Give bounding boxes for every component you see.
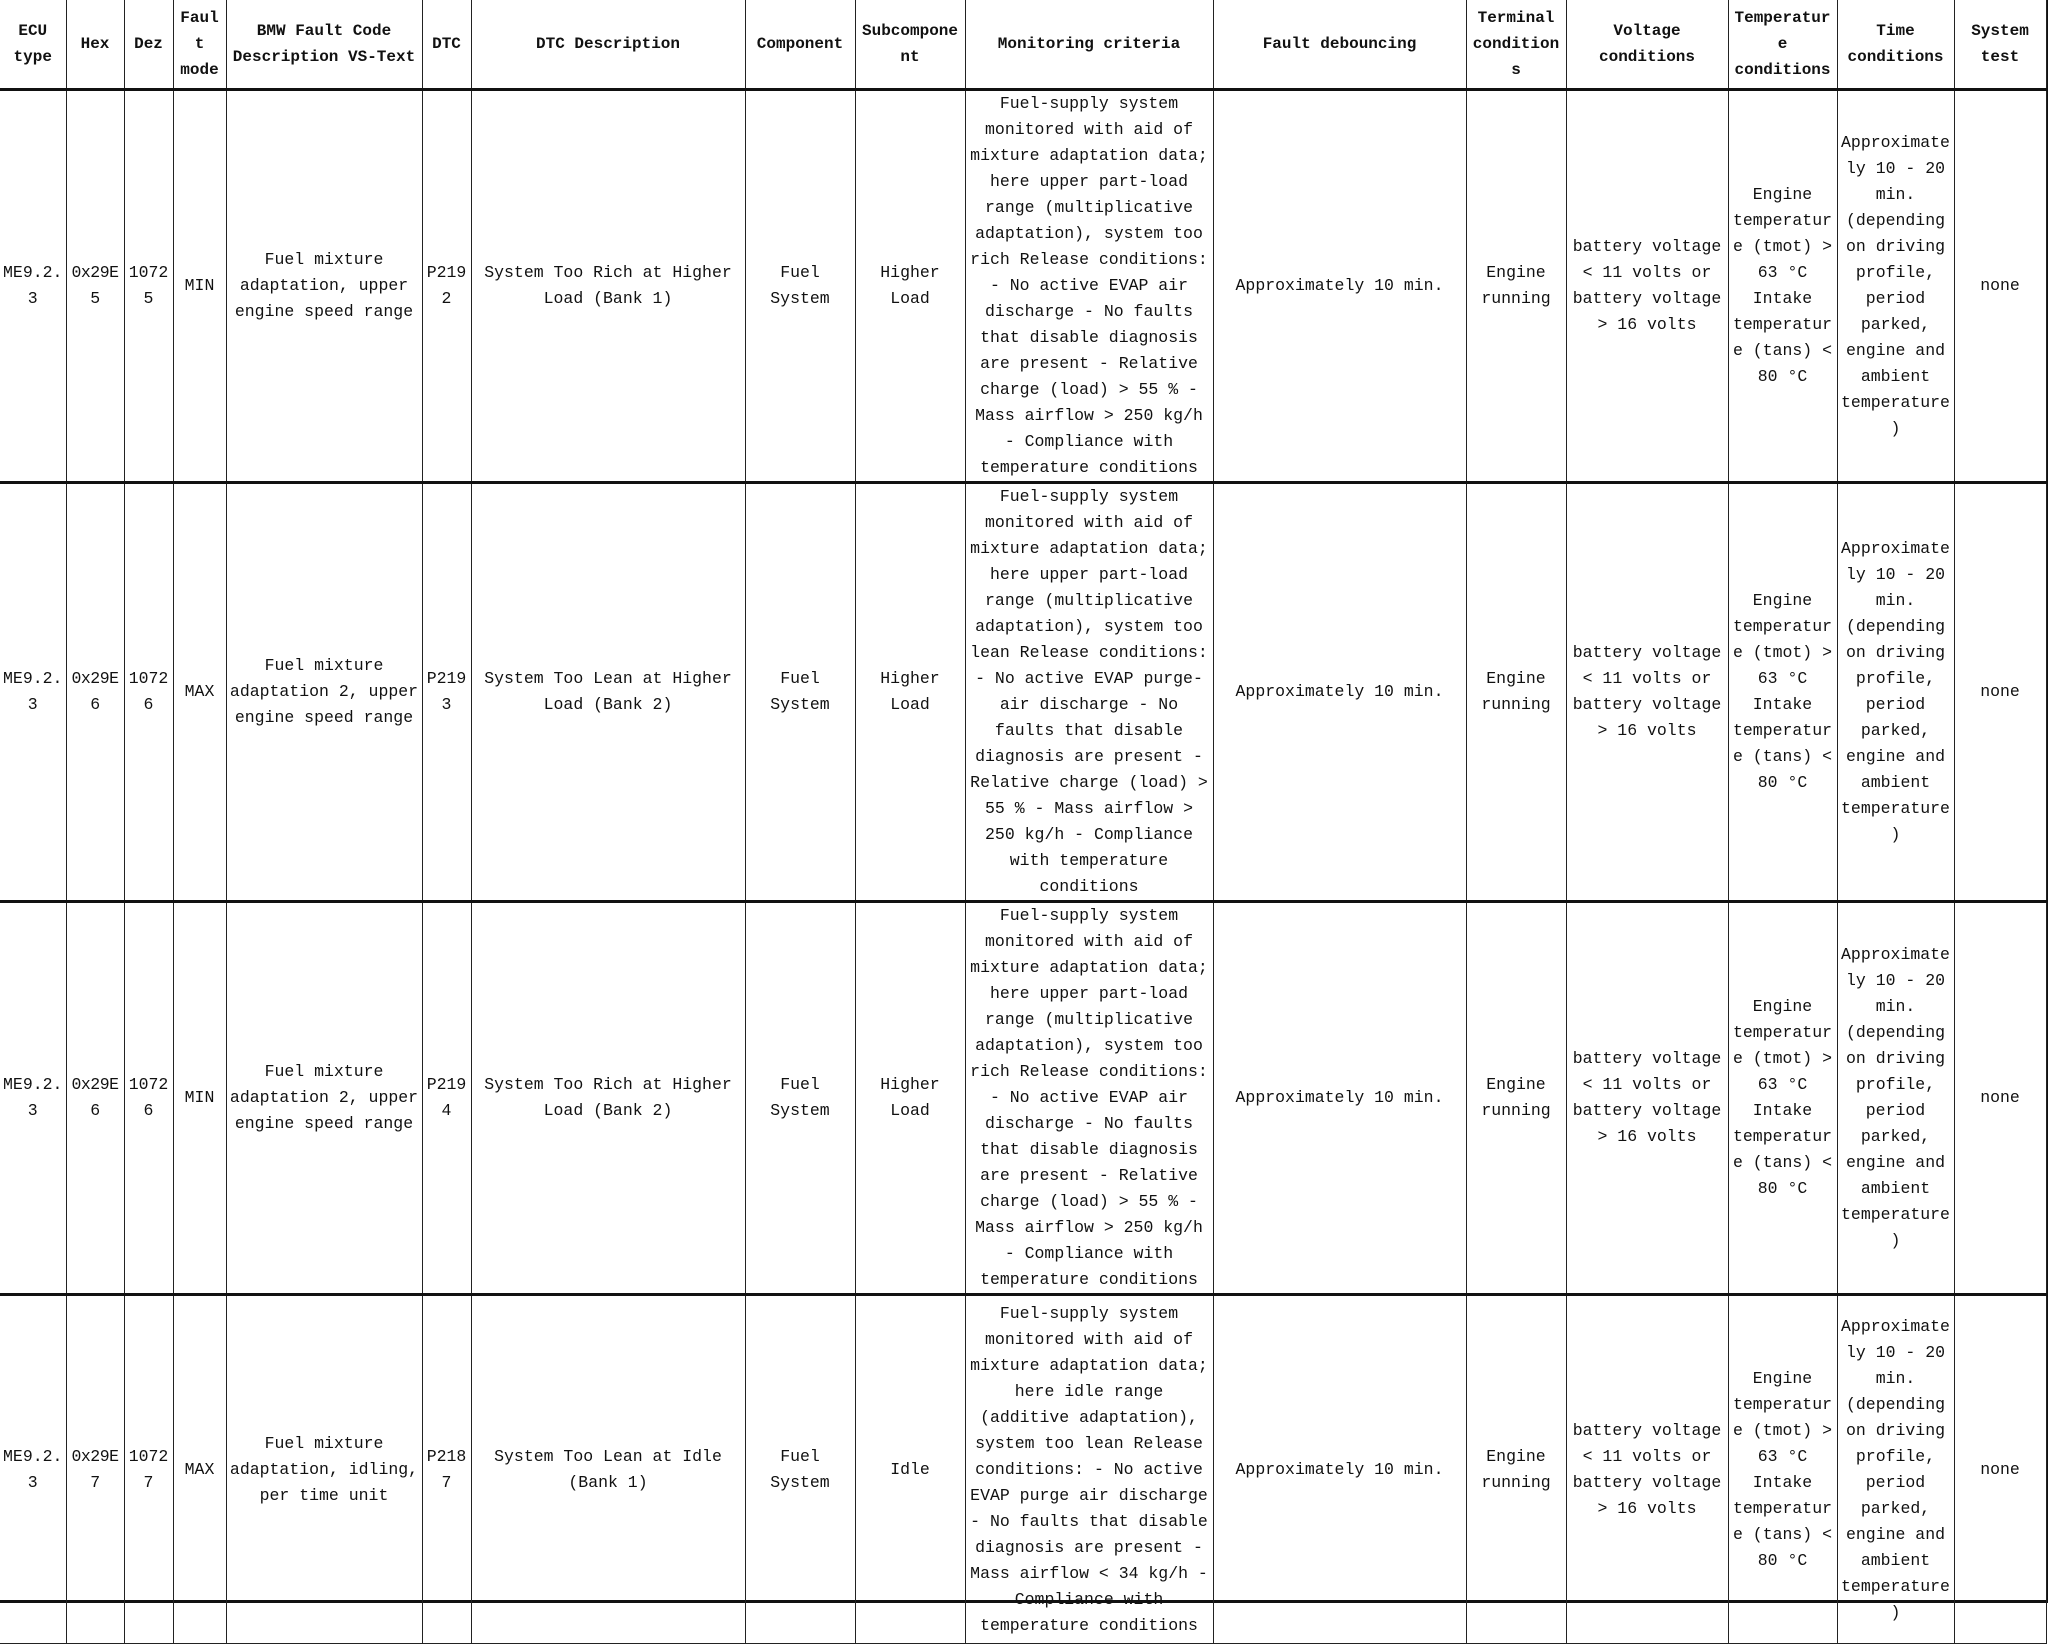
table-row	[0, 902, 2046, 1295]
cell-voltage-conditions: battery voltage < 11 volts or battery voltage > 16 volts	[1566, 902, 1728, 1295]
cell-fault-mode: MAX	[173, 483, 226, 902]
header-time-conditions: Time conditions	[1837, 0, 1954, 90]
cell-temperature-conditions: Engine temperature (tmot) > 63 °C Intake temperature (tans) < 80 °C	[1728, 902, 1837, 1295]
cell-system-test: none	[1954, 902, 2046, 1295]
cell-time-conditions: Approximately 10 - 20 min. (depending on driving profile, period parked, engine and ambient temperature)	[1837, 90, 1954, 483]
cell-ecu-type: ME9.2.3	[0, 90, 66, 483]
cell-temperature-conditions: Engine temperature (tmot) > 63 °C Intake temperature (tans) < 80 °C	[1728, 1295, 1837, 1644]
cell-hex: 0x29E5	[66, 90, 124, 483]
cell-time-conditions: Approximately 10 - 20 min. (depending on driving profile, period parked, engine and ambient temperature)	[1837, 483, 1954, 902]
header-temperature-conditions: Temperature conditions	[1728, 0, 1837, 90]
cell-component: Fuel System	[745, 1295, 855, 1644]
cell-dez: 10726	[124, 483, 173, 902]
cell-subcomponent: Higher Load	[855, 483, 965, 902]
cell-dtc: P2193	[422, 483, 471, 902]
cell-dtc-description: System Too Lean at Idle (Bank 1)	[471, 1295, 745, 1644]
cell-subcomponent: Higher Load	[855, 90, 965, 483]
cell-dtc-description: System Too Rich at Higher Load (Bank 2)	[471, 902, 745, 1295]
cell-fault-debouncing: Approximately 10 min.	[1213, 1295, 1466, 1644]
header-monitoring-criteria: Monitoring criteria	[965, 0, 1213, 90]
cell-dez: 10725	[124, 90, 173, 483]
header-fault-debouncing: Fault debouncing	[1213, 0, 1466, 90]
cell-hex: 0x29E7	[66, 1295, 124, 1644]
cell-ecu-type: ME9.2.3	[0, 483, 66, 902]
table-row	[0, 483, 2046, 902]
cell-voltage-conditions: battery voltage < 11 volts or battery voltage > 16 volts	[1566, 483, 1728, 902]
header-bmw-description: BMW Fault Code Description VS-Text	[226, 0, 422, 90]
cell-time-conditions: Approximately 10 - 20 min. (depending on driving profile, period parked, engine and ambient temperature)	[1837, 902, 1954, 1295]
cell-hex: 0x29E6	[66, 902, 124, 1295]
table-row	[0, 90, 2046, 483]
header-terminal-conditions: Terminal conditions	[1466, 0, 1566, 90]
cell-terminal-conditions: Engine running	[1466, 1295, 1566, 1644]
header-hex: Hex	[66, 0, 124, 90]
cell-time-conditions: Approximately 10 - 20 min. (depending on driving profile, period parked, engine and ambient temperature)	[1837, 1295, 1954, 1644]
header-ecu-type: ECU type	[0, 0, 66, 90]
table-row	[0, 1295, 2046, 1644]
header-row	[0, 0, 2046, 90]
cell-monitoring-criteria: Fuel-supply system monitored with aid of mixture adaptation data; here upper part-load range (multiplicative adaptation), system too rich Release conditions: - No active EVAP air discharge - No faults that disable diagnosis are present - Relative charge (load) > 55 % - Mass airflow > 250 kg/h - Compliance with temperature conditions	[965, 90, 1213, 483]
cell-fault-debouncing: Approximately 10 min.	[1213, 483, 1466, 902]
cell-component: Fuel System	[745, 483, 855, 902]
header-subcomponent: Subcomponent	[855, 0, 965, 90]
cell-dez: 10726	[124, 902, 173, 1295]
header-component: Component	[745, 0, 855, 90]
cell-ecu-type: ME9.2.3	[0, 1295, 66, 1644]
cell-subcomponent: Higher Load	[855, 902, 965, 1295]
cell-dez: 10727	[124, 1295, 173, 1644]
cell-system-test: none	[1954, 483, 2046, 902]
header-dtc-description: DTC Description	[471, 0, 745, 90]
cell-voltage-conditions: battery voltage < 11 volts or battery voltage > 16 volts	[1566, 1295, 1728, 1644]
cell-fault-mode: MAX	[173, 1295, 226, 1644]
cell-terminal-conditions: Engine running	[1466, 902, 1566, 1295]
cell-bmw-description: Fuel mixture adaptation 2, upper engine speed range	[226, 483, 422, 902]
cell-monitoring-criteria: Fuel-supply system monitored with aid of mixture adaptation data; here upper part-load range (multiplicative adaptation), system too lean Release conditions: - No active EVAP purge-air discharge - No faults that disable diagnosis are present - Relative charge (load) > 55 % - Mass airflow > 250 kg/h - Compliance with temperature conditions	[965, 483, 1213, 902]
cell-system-test: none	[1954, 1295, 2046, 1644]
cell-dtc-description: System Too Rich at Higher Load (Bank 1)	[471, 90, 745, 483]
cell-terminal-conditions: Engine running	[1466, 90, 1566, 483]
header-dtc: DTC	[422, 0, 471, 90]
cell-temperature-conditions: Engine temperature (tmot) > 63 °C Intake temperature (tans) < 80 °C	[1728, 483, 1837, 902]
header-fault-mode: Fault mode	[173, 0, 226, 90]
cell-dtc: P2194	[422, 902, 471, 1295]
header-system-test: System test	[1954, 0, 2046, 90]
cell-monitoring-criteria: Fuel-supply system monitored with aid of mixture adaptation data; here idle range (additive adaptation), system too lean Release conditions: - No active EVAP purge air discharge - No faults that disable diagnosis are present - Mass airflow < 34 kg/h - Compliance with temperature conditions	[965, 1295, 1213, 1644]
cell-dtc: P2192	[422, 90, 471, 483]
cell-bmw-description: Fuel mixture adaptation, upper engine speed range	[226, 90, 422, 483]
cell-bmw-description: Fuel mixture adaptation, idling, per time unit	[226, 1295, 422, 1644]
cell-terminal-conditions: Engine running	[1466, 483, 1566, 902]
cell-subcomponent: Idle	[855, 1295, 965, 1644]
cell-hex: 0x29E6	[66, 483, 124, 902]
cell-temperature-conditions: Engine temperature (tmot) > 63 °C Intake temperature (tans) < 80 °C	[1728, 90, 1837, 483]
cell-dtc-description: System Too Lean at Higher Load (Bank 2)	[471, 483, 745, 902]
header-dez: Dez	[124, 0, 173, 90]
cell-component: Fuel System	[745, 902, 855, 1295]
cell-ecu-type: ME9.2.3	[0, 902, 66, 1295]
cell-bmw-description: Fuel mixture adaptation 2, upper engine speed range	[226, 902, 422, 1295]
cell-fault-mode: MIN	[173, 90, 226, 483]
cell-component: Fuel System	[745, 90, 855, 483]
cell-dtc: P2187	[422, 1295, 471, 1644]
cell-monitoring-criteria: Fuel-supply system monitored with aid of mixture adaptation data; here upper part-load range (multiplicative adaptation), system too rich Release conditions: - No active EVAP air discharge - No faults that disable diagnosis are present - Relative charge (load) > 55 % - Mass airflow > 250 kg/h - Compliance with temperature conditions	[965, 902, 1213, 1295]
header-voltage-conditions: Voltage conditions	[1566, 0, 1728, 90]
cell-fault-debouncing: Approximately 10 min.	[1213, 902, 1466, 1295]
cell-system-test: none	[1954, 90, 2046, 483]
cell-fault-debouncing: Approximately 10 min.	[1213, 90, 1466, 483]
cell-fault-mode: MIN	[173, 902, 226, 1295]
cell-voltage-conditions: battery voltage < 11 volts or battery voltage > 16 volts	[1566, 90, 1728, 483]
